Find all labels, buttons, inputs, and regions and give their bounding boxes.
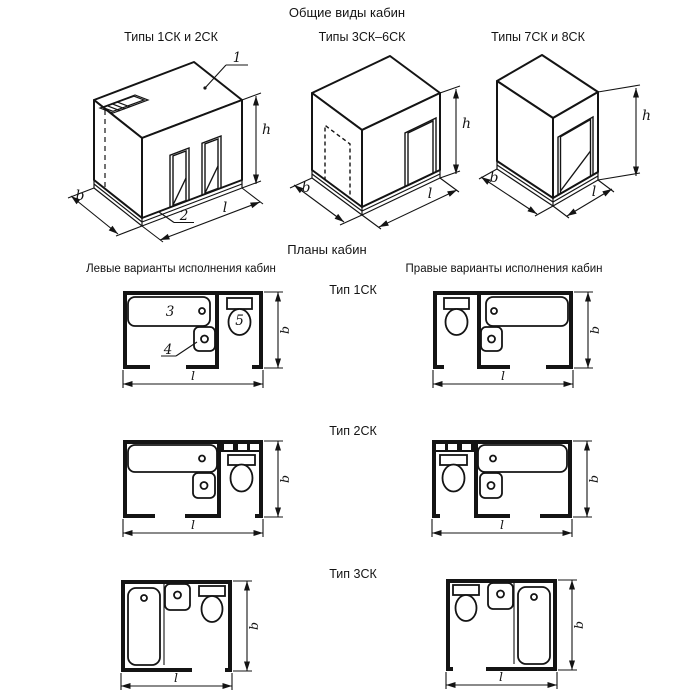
- dimension-l: [123, 368, 263, 388]
- washbasin: [480, 473, 502, 498]
- plan-type-2sk-title: Тип 2СК: [329, 424, 377, 438]
- dim-b-label: b: [246, 621, 261, 631]
- view-1-label: Типы 1СК и 2СК: [124, 30, 218, 44]
- dim-l-label: l: [191, 517, 195, 532]
- bathtub: [518, 587, 550, 664]
- callout-washbasin: [161, 342, 197, 358]
- dimension-b: [574, 292, 602, 368]
- general-view-1-drawing: [55, 50, 280, 245]
- general-view-3-drawing: [470, 48, 675, 238]
- dimension-b: [573, 441, 601, 517]
- dim-b-label: b: [587, 325, 602, 335]
- dimension-b: [558, 580, 586, 670]
- dim-h-label: h: [462, 116, 472, 132]
- view-3-label: Типы 7СК и 8СК: [491, 30, 585, 44]
- dim-l-label: l: [501, 368, 505, 383]
- plan-3sk-left: [118, 577, 268, 699]
- dim-b-label: b: [75, 188, 85, 204]
- callout-washbasin-number: 4: [163, 342, 173, 358]
- dim-l-label: l: [499, 669, 503, 684]
- toilet: [199, 586, 225, 622]
- dim-b-label: b: [586, 474, 601, 484]
- callout-bathtub-number: 3: [165, 304, 175, 320]
- plan-1sk-left: [120, 288, 298, 396]
- vent-block: [432, 440, 474, 452]
- dim-h-label: h: [642, 108, 652, 124]
- dim-l-label: l: [500, 517, 504, 532]
- plan-2sk-left: [120, 437, 298, 545]
- toilet: [453, 585, 479, 621]
- vent-block: [221, 440, 263, 452]
- dimension-l: [121, 670, 232, 690]
- dim-l-label: l: [427, 186, 433, 202]
- dimension-h: [440, 86, 471, 178]
- bathtub: [128, 445, 217, 472]
- washbasin: [193, 473, 215, 498]
- dimension-l: [123, 517, 263, 537]
- bathtub: [486, 297, 568, 326]
- callout-toilet-number: 5: [235, 313, 244, 329]
- washbasin: [488, 583, 513, 609]
- left-column-header: Левые варианты исполнения кабин: [86, 263, 276, 275]
- dimension-b: [264, 292, 292, 368]
- washbasin: [165, 584, 190, 610]
- plan-type-3sk-title: Тип 3СК: [329, 567, 377, 581]
- dimension-h: [242, 93, 271, 188]
- dim-b-label: b: [277, 325, 292, 335]
- dimension-b: [264, 441, 292, 517]
- bathtub: [478, 445, 567, 472]
- right-column-header: Правые варианты исполнения кабин: [405, 263, 603, 275]
- dim-l-label: l: [191, 368, 195, 383]
- cabin-body: [94, 62, 242, 218]
- plans-section-title: Планы кабин: [287, 242, 367, 257]
- dim-l-label: l: [222, 200, 228, 216]
- toilet: [440, 455, 467, 492]
- toilet: [228, 455, 255, 492]
- plan-type-1sk-title: Тип 1СК: [329, 283, 377, 297]
- dimension-l: [433, 368, 573, 388]
- plan-1sk-right: [430, 288, 608, 396]
- bathtub: [128, 588, 160, 665]
- view-2-label: Типы 3СК–6СК: [318, 30, 406, 44]
- dimension-l: [446, 669, 557, 689]
- general-view-2-drawing: [280, 50, 480, 235]
- dim-b-label: b: [277, 474, 292, 484]
- dim-b-label: b: [489, 170, 499, 186]
- dimension-h: [598, 85, 651, 180]
- washbasin: [481, 327, 502, 351]
- dim-l-label: l: [174, 670, 178, 685]
- callout-roof-number: 1: [232, 50, 242, 66]
- figure-title: Общие виды кабин: [288, 5, 406, 20]
- callout-base-number: 2: [179, 208, 189, 224]
- dimension-b: [233, 581, 261, 671]
- dim-b-label: b: [571, 620, 586, 630]
- dim-h-label: h: [262, 122, 272, 138]
- dim-b-label: b: [301, 180, 311, 196]
- dim-l-label: l: [591, 184, 597, 200]
- dimension-l: [432, 517, 572, 537]
- cabin-body: [497, 55, 598, 198]
- plan-2sk-right: [429, 437, 607, 545]
- plan-3sk-right: [443, 576, 593, 698]
- toilet: [444, 298, 469, 335]
- washbasin: [194, 327, 215, 351]
